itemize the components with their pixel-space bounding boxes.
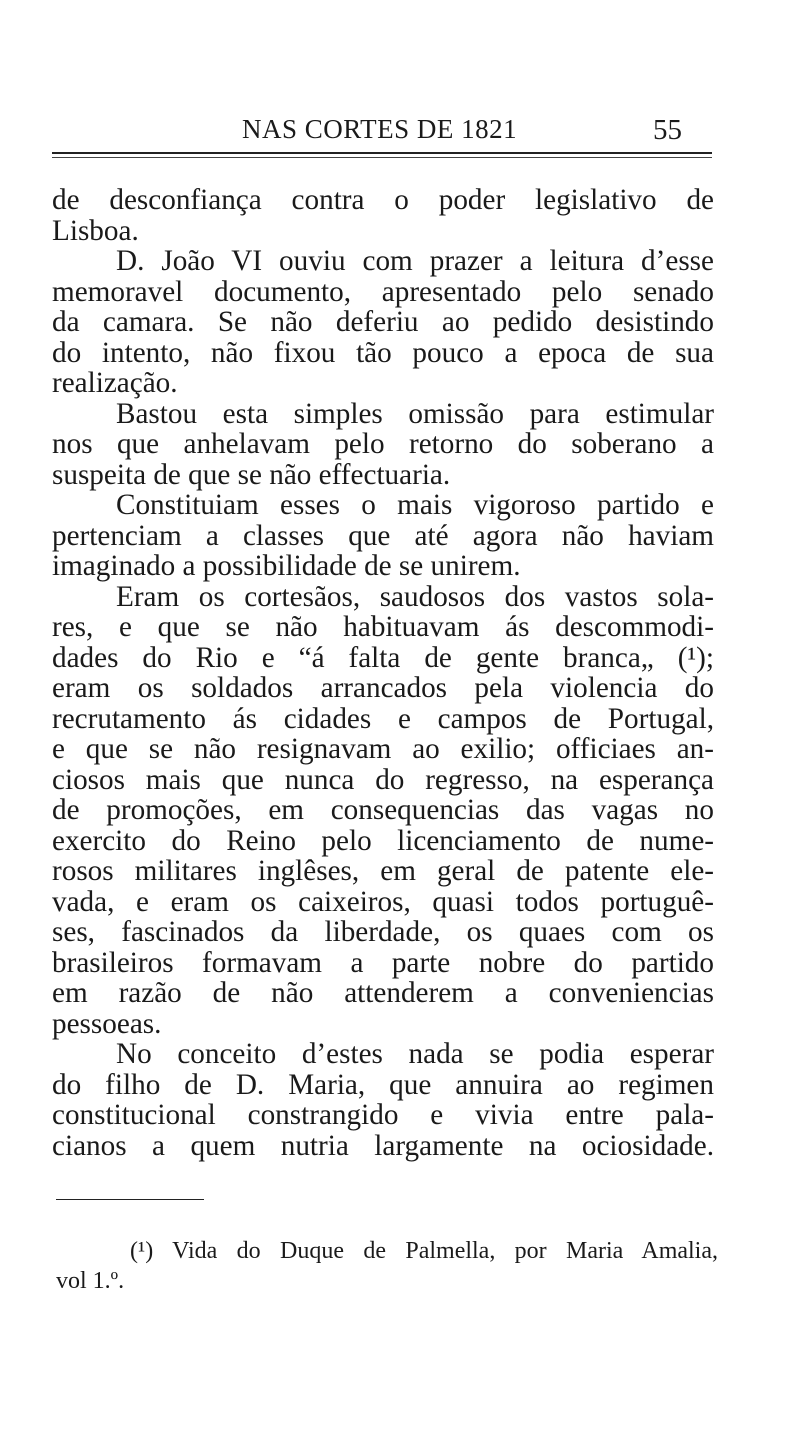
text-line: rosos militares inglêses, em geral de patente ele- [52, 855, 714, 887]
header-rule-thin [52, 157, 712, 158]
text-line: Lisboa. [52, 214, 139, 247]
text-line: Constituiam esses o mais vigoroso partido e [116, 489, 714, 521]
text-line: nos que anhelavam pelo retorno do soberano a [52, 428, 714, 460]
text-line: do intento, não fixou tão pouco a epoca de sua [52, 336, 714, 369]
text-line: dades do Rio e “á falta de gente branca„ (¹); [52, 641, 714, 674]
text-line: brasileiros formavam a parte nobre do partido [52, 946, 714, 979]
text-line: em razão de não attenderem a conveniencias [52, 977, 714, 1009]
text-line: de desconfiança contra o poder legislativo de [52, 184, 714, 216]
text-line: constitucional constrangido e vivia entre pala- [52, 1099, 714, 1131]
running-header [52, 114, 712, 146]
text-line: Eram os cortesãos, saudosos dos vastos sola- [116, 580, 714, 613]
text-line: memoravel documento, apresentado pelo senado [52, 275, 714, 308]
text-line: de promoções, em consequencias das vagas no [52, 794, 714, 826]
text-line: ciosos mais que nunca do regresso, na esperança [52, 763, 714, 796]
text-line: e que se não resignavam ao exilio; officiaes an- [52, 733, 714, 765]
footnote [56, 1236, 718, 1296]
text-line: cianos a quem nutria largamente na ociosidade. [52, 1129, 714, 1162]
text-line: res, e que se não habituavam ás descommodi- [52, 611, 714, 643]
text-line: eram os soldados arrancados pela violencia do [52, 672, 714, 704]
text-line: realização. [52, 367, 178, 399]
text-line: suspeita de que se não effectuaria. [52, 458, 451, 491]
text-line: da camara. Se não deferiu ao pedido desistindo [52, 306, 714, 338]
text-line: exercito do Reino pelo licenciamento de nume- [52, 824, 714, 857]
text-line: imaginado a possibilidade de se unirem. [52, 550, 521, 582]
text-line: ses, fascinados da liberdade, os quaes com os [52, 916, 714, 948]
text-line: Bastou esta simples omissão para estimular [116, 397, 714, 430]
footnote-line: (¹) Vida do Duque de Palmella, por Maria Amalia, [130, 1238, 718, 1264]
footnote-rule [56, 1199, 204, 1200]
running-title: NAS CORTES DE 1821 [242, 114, 518, 144]
header-rule [52, 152, 712, 154]
text-line: No conceito d’estes nada se podia esperar [116, 1038, 714, 1070]
text-line: pessoeas. [52, 1007, 162, 1040]
text-line: do filho de D. Maria, que annuira ao regimen [52, 1068, 714, 1101]
text-line: D. João VI ouviu com prazer a leitura d’esse [116, 245, 714, 277]
footnote-line: vol 1.º. [56, 1268, 125, 1294]
body-text [52, 185, 714, 1161]
text-line: pertenciam a classes que até agora não haviam [52, 519, 714, 552]
text-line: vada, e eram os caixeiros, quasi todos portuguê- [52, 885, 714, 918]
text-line: recrutamento ás cidades e campos de Portugal, [52, 702, 714, 735]
page-number: 55 [653, 114, 682, 146]
